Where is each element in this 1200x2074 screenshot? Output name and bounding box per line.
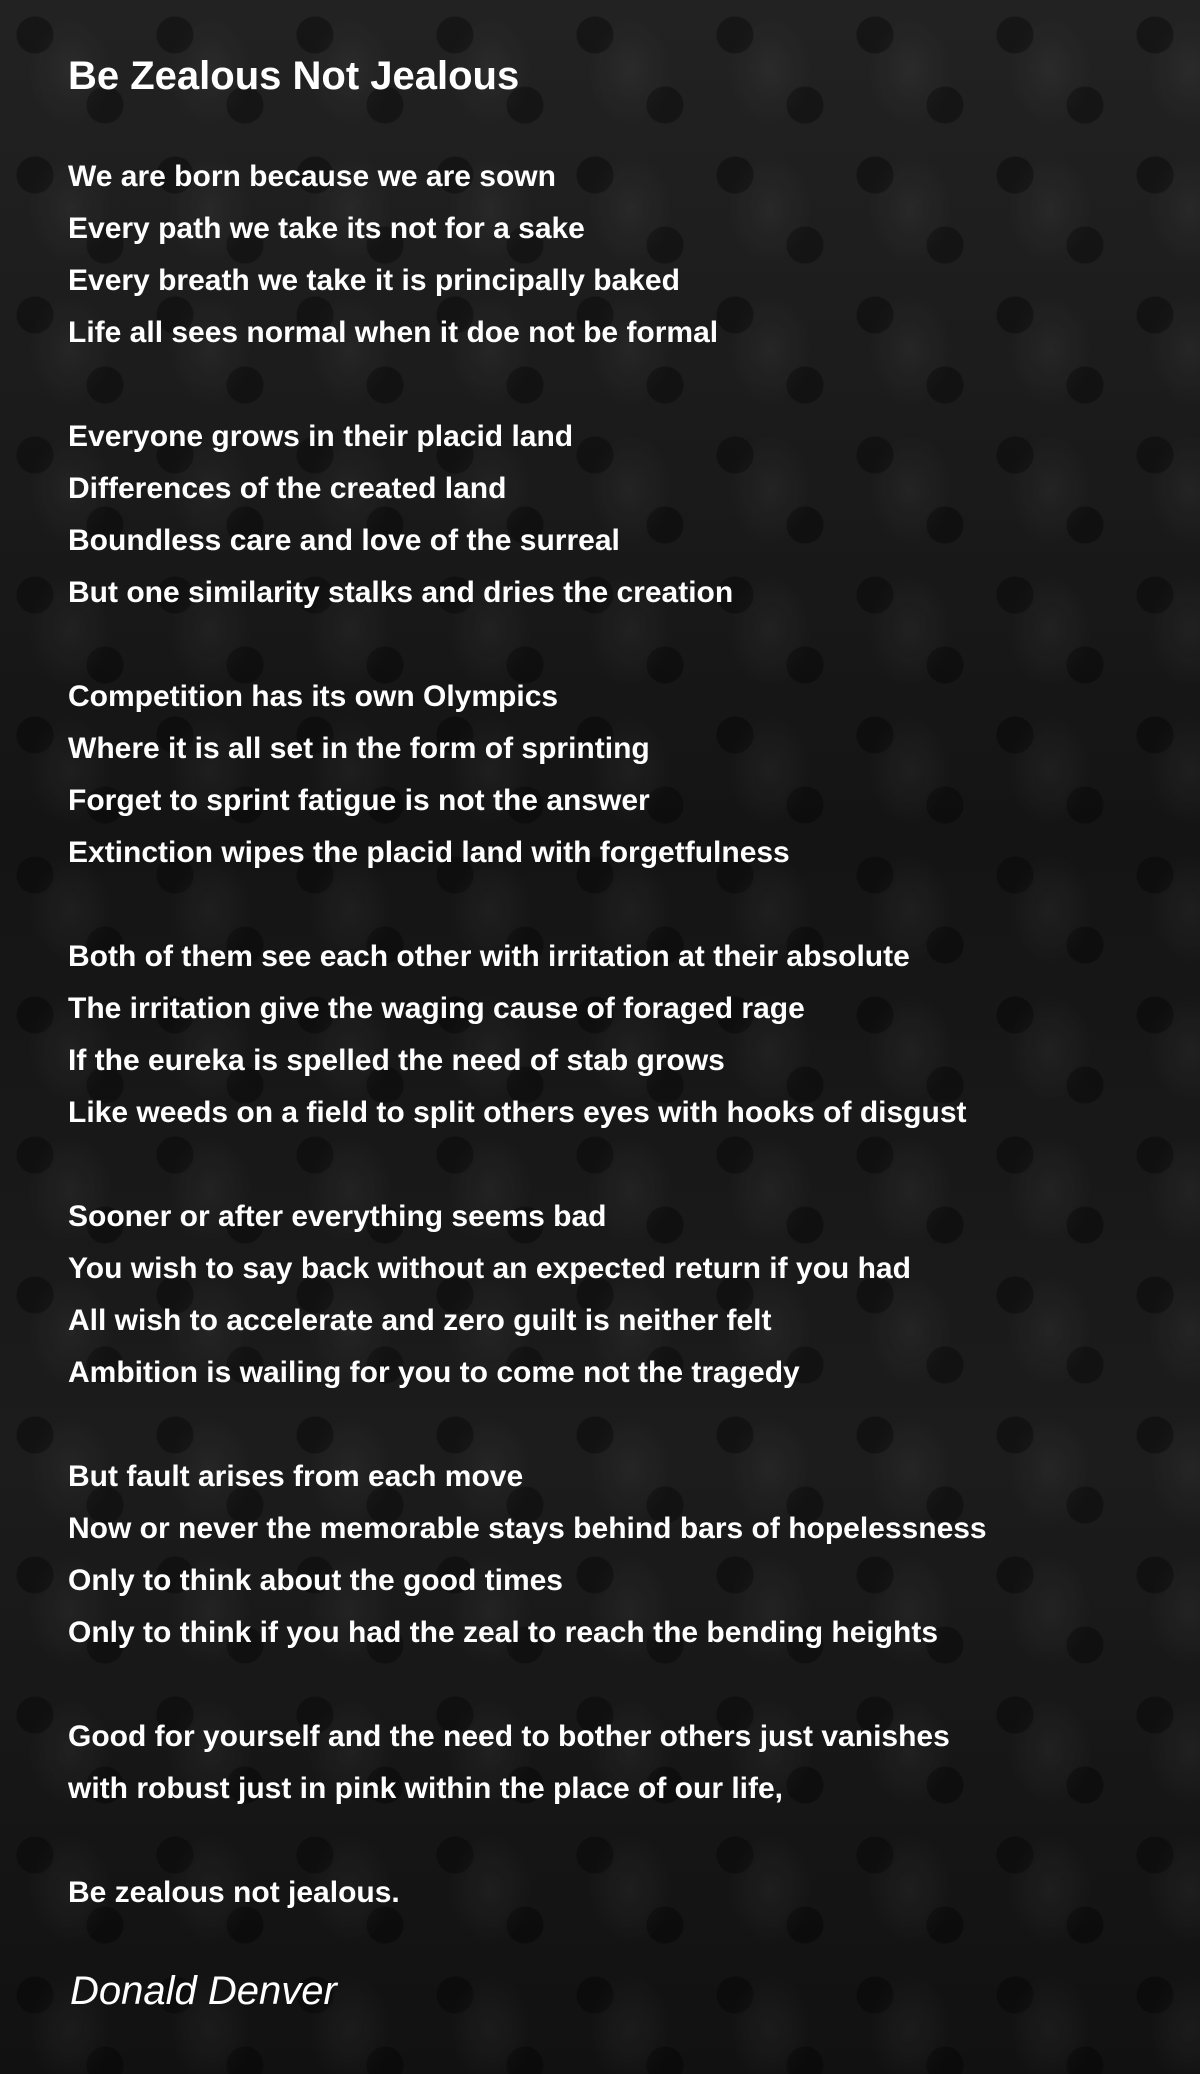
poem-line: Be zealous not jealous. bbox=[68, 1876, 400, 1909]
stanza-2 bbox=[68, 411, 987, 619]
poem-body bbox=[68, 151, 987, 1971]
poem-line: Every path we take its not for a sake bbox=[68, 212, 585, 245]
poem-line: Like weeds on a field to split others eyes with hooks of disgust bbox=[68, 1096, 967, 1129]
poem-line: The irritation give the waging cause of foraged rage bbox=[68, 992, 805, 1025]
poem-line: Differences of the created land bbox=[68, 472, 507, 505]
stanza-3 bbox=[68, 671, 987, 879]
poem-author: Donald Denver bbox=[70, 1969, 337, 2013]
poem-line: Only to think about the good times bbox=[68, 1564, 563, 1597]
stanza-7 bbox=[68, 1711, 987, 1815]
poem-line: You wish to say back without an expected return if you had bbox=[68, 1252, 911, 1285]
poem-line: Ambition is wailing for you to come not the tragedy bbox=[68, 1356, 800, 1389]
stanza-4 bbox=[68, 931, 987, 1139]
poem-line: All wish to accelerate and zero guilt is neither felt bbox=[68, 1304, 772, 1337]
poem-line: Forget to sprint fatigue is not the answer bbox=[68, 784, 650, 817]
poem-line: Where it is all set in the form of sprinting bbox=[68, 732, 650, 765]
poem-line: We are born because we are sown bbox=[68, 160, 556, 193]
stanza-5 bbox=[68, 1191, 987, 1399]
poem-line: If the eureka is spelled the need of stab grows bbox=[68, 1044, 725, 1077]
poem-line: But one similarity stalks and dries the creation bbox=[68, 576, 734, 609]
stanza-1 bbox=[68, 151, 987, 359]
poem-line: with robust just in pink within the place of our life, bbox=[68, 1772, 784, 1805]
poem-line: Now or never the memorable stays behind bars of hopelessness bbox=[68, 1512, 987, 1545]
poem-line: Competition has its own Olympics bbox=[68, 680, 559, 713]
poem-line: Good for yourself and the need to bother others just vanishes bbox=[68, 1720, 950, 1753]
poem-line: Both of them see each other with irritation at their absolute bbox=[68, 940, 910, 973]
poem-title: Be Zealous Not Jealous bbox=[68, 54, 520, 98]
poem-line: Every breath we take it is principally baked bbox=[68, 264, 680, 297]
stanza-8 bbox=[68, 1867, 987, 1919]
poem-line: Extinction wipes the placid land with forgetfulness bbox=[68, 836, 790, 869]
poem-line: Life all sees normal when it doe not be formal bbox=[68, 316, 719, 349]
poem-line: Everyone grows in their placid land bbox=[68, 420, 574, 453]
poem-line: Only to think if you had the zeal to reach the bending heights bbox=[68, 1616, 939, 1649]
poem-line: Boundless care and love of the surreal bbox=[68, 524, 620, 557]
stanza-6 bbox=[68, 1451, 987, 1659]
poem-line: Sooner or after everything seems bad bbox=[68, 1200, 607, 1233]
poem-line: But fault arises from each move bbox=[68, 1460, 524, 1493]
